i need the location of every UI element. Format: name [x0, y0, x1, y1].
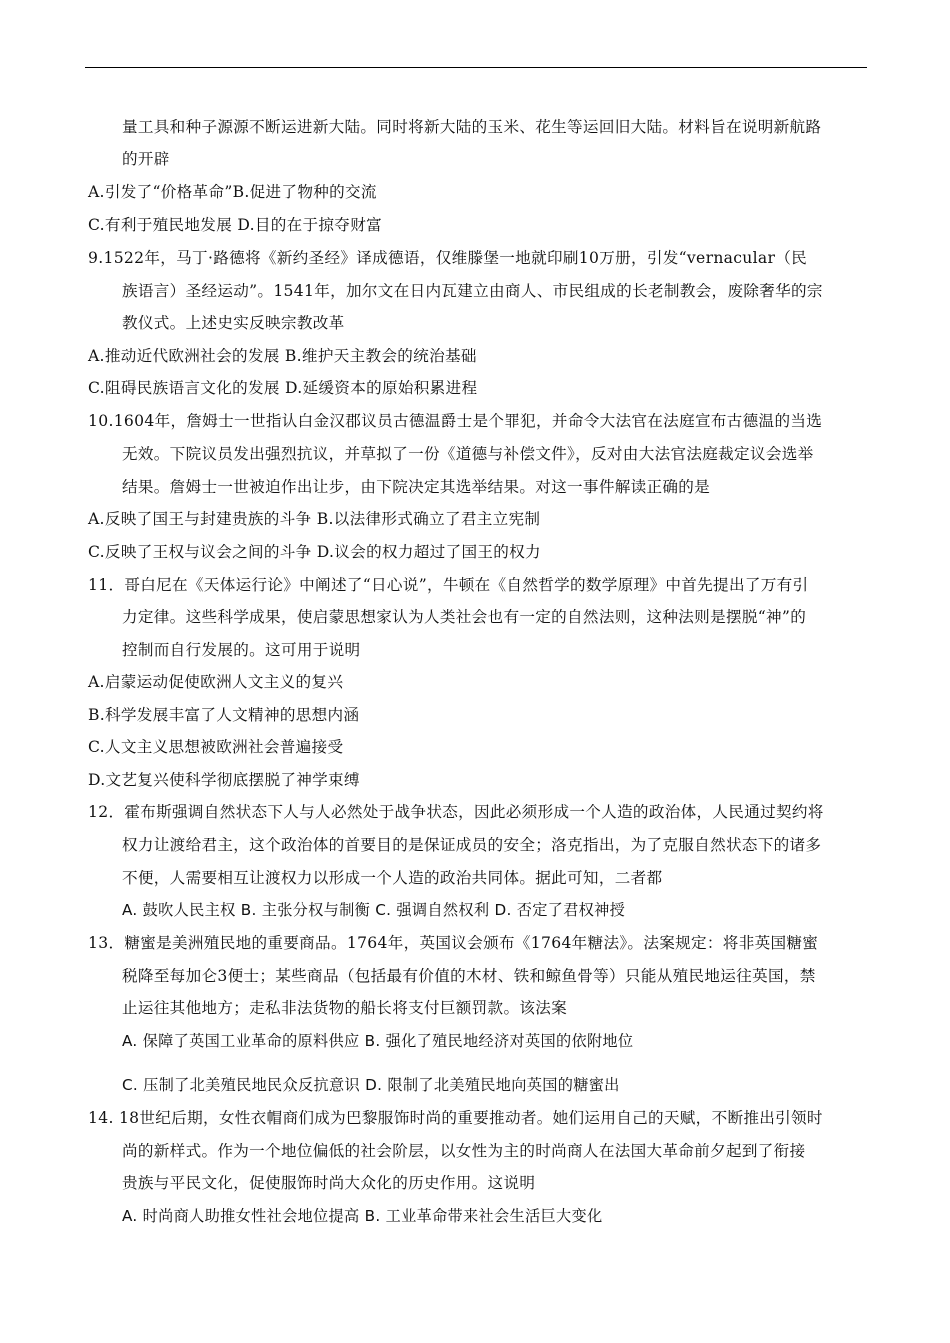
q8-options-cd: C.有利于殖民地发展 D.目的在于掠夺财富 — [88, 216, 382, 234]
q11-option-b: B.科学发展丰富了人文精神的思想内涵 — [88, 706, 360, 724]
q11-option-c: C.人文主义思想被欧洲社会普遍接受 — [88, 738, 344, 756]
q9-stem-line: 族语言）圣经运动”。1541年，加尔文在日内瓦建立由商人、市民组成的长老制教会，废除奢华的宗 — [122, 282, 823, 300]
q10-stem-line: 无效。下院议员发出强烈抗议，并草拟了一份《道德与补偿文件》，反对由大法官法庭裁定议会选举 — [122, 445, 814, 463]
q12-stem-line: 12．霍布斯强调自然状态下人与人必然处于战争状态，因此必须形成一个人造的政治体，人民通过契约将 — [88, 803, 824, 821]
q14-stem-line: 尚的新样式。作为一个地位偏低的社会阶层，以女性为主的时尚商人在法国大革命前夕起到了衔接 — [122, 1142, 806, 1160]
q10-options-ab: A.反映了国王与封建贵族的斗争 B.以法律形式确立了君主立宪制 — [88, 510, 541, 528]
q11-option-d: D.文艺复兴使科学彻底摆脱了神学束缚 — [88, 771, 360, 789]
q11-stem-line: 控制而自行发展的。这可用于说明 — [122, 641, 361, 659]
q13-stem-line: 税降至每加仑3便士；某些商品（包括最有价值的木材、铁和鲸鱼骨等）只能从殖民地运往英国，禁 — [122, 967, 816, 985]
q13-options-ab: A. 保障了英国工业革命的原料供应 B. 强化了殖民地经济对英国的依附地位 — [122, 1032, 634, 1050]
q8-stem-line: 的开辟 — [122, 150, 170, 168]
q12-stem-line: 权力让渡给君主，这个政治体的首要目的是保证成员的安全；洛克指出，为了克服自然状态下的诸多 — [122, 836, 822, 854]
q8-stem-line: 量工具和种子源源不断运进新大陆。同时将新大陆的玉米、花生等运回旧大陆。材料旨在说明新航路 — [122, 118, 822, 136]
q14-stem-line: 14. 18世纪后期，女性衣帽商们成为巴黎服饰时尚的重要推动者。她们运用自己的天赋，不断推出引领时 — [88, 1109, 823, 1127]
q10-stem-line: 结果。詹姆士一世被迫作出让步，由下院决定其选举结果。对这一事件解读正确的是 — [122, 478, 711, 496]
q13-stem-line: 止运往其他地方；走私非法货物的船长将支付巨额罚款。该法案 — [122, 999, 568, 1017]
q9-options-ab: A.推动近代欧洲社会的发展 B.维护天主教会的统治基础 — [88, 347, 477, 365]
q9-stem-line: 9.1522年，马丁·路德将《新约圣经》译成德语，仅维滕堡一地就印刷10万册，引发“vernacular（民 — [88, 249, 808, 267]
q12-options: A. 鼓吹人民主权 B. 主张分权与制衡 C. 强调自然权利 D. 否定了君权神授 — [122, 901, 626, 919]
q13-stem-line: 13．糖蜜是美洲殖民地的重要商品。1764年，英国议会颁布《1764年糖法》。法案规定：将非英国糖蜜 — [88, 934, 819, 952]
q10-options-cd: C.反映了王权与议会之间的斗争 D.议会的权力超过了国王的权力 — [88, 543, 541, 561]
q12-stem-line: 不便，人需要相互让渡权力以形成一个人造的政治共同体。据此可知，二者都 — [122, 869, 663, 887]
q9-stem-line: 教仪式。上述史实反映宗教改革 — [122, 314, 345, 332]
q9-options-cd: C.阻碍民族语言文化的发展 D.延缓资本的原始积累进程 — [88, 379, 478, 397]
q11-option-a: A.启蒙运动促使欧洲人文主义的复兴 — [88, 673, 344, 691]
q10-stem-line: 10.1604年，詹姆士一世指认白金汉郡议员古德温爵士是个罪犯，并命令大法官在法庭宣布古德温的当选 — [88, 412, 823, 430]
header-rule — [85, 67, 867, 68]
q14-stem-line: 贵族与平民文化，促使服饰时尚大众化的历史作用。这说明 — [122, 1174, 536, 1192]
q11-stem-line: 力定律。这些科学成果，使启蒙思想家认为人类社会也有一定的自然法则，这种法则是摆脱“神”的 — [122, 608, 807, 626]
q11-stem-line: 11．哥白尼在《天体运行论》中阐述了“日心说”，牛顿在《自然哲学的数学原理》中首先提出了万有引 — [88, 576, 809, 594]
q13-options-cd: C. 压制了北美殖民地民众反抗意识 D. 限制了北美殖民地向英国的糖蜜出 — [122, 1076, 620, 1094]
q8-options-ab: A.引发了“价格革命”B.促进了物种的交流 — [88, 183, 377, 201]
q14-options-ab: A. 时尚商人助推女性社会地位提高 B. 工业革命带来社会生活巨大变化 — [122, 1207, 603, 1225]
